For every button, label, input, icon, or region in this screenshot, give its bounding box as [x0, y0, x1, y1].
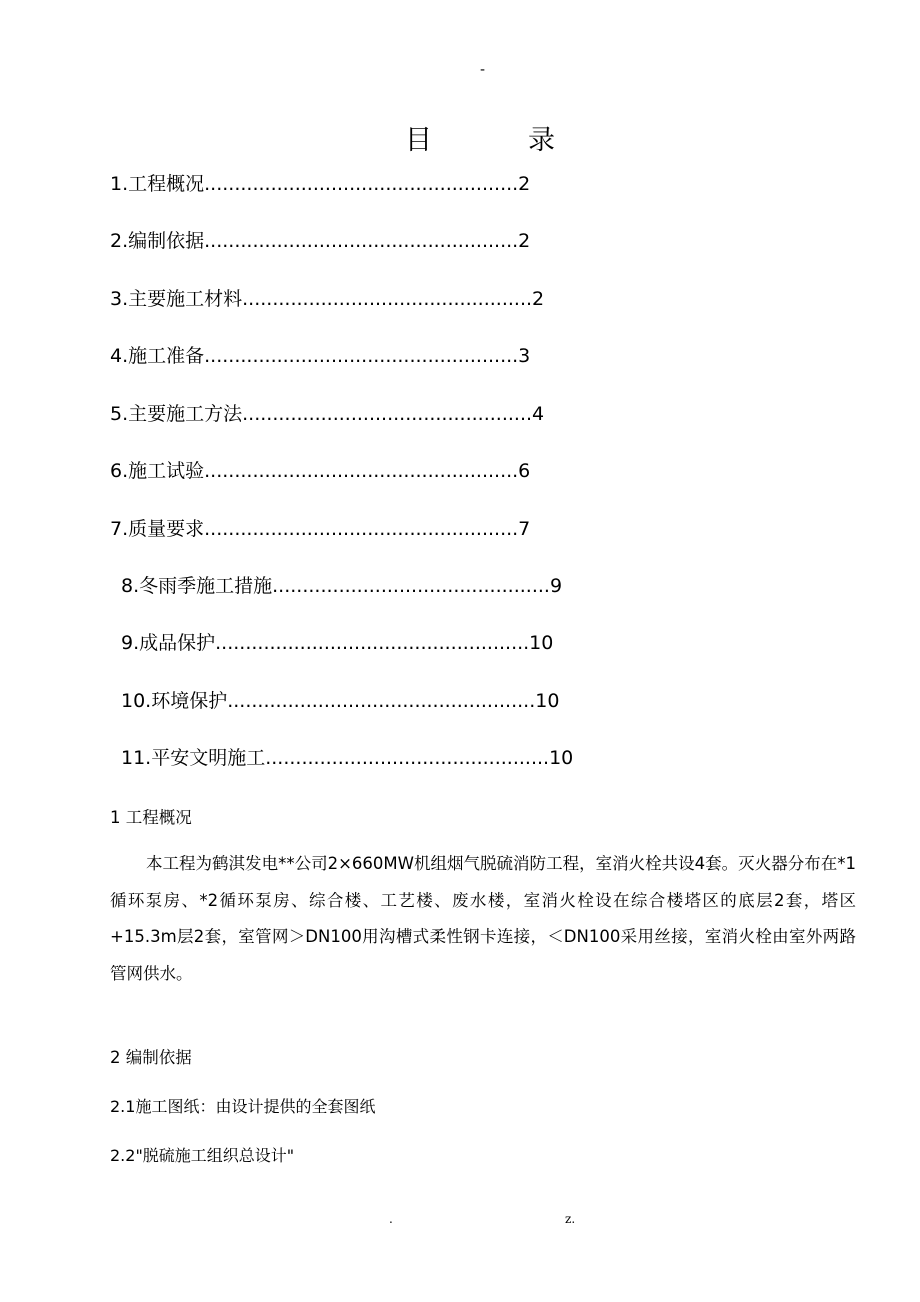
footer-left-mark: .	[389, 1212, 393, 1226]
toc-entry-9[interactable]: 9.成品保护....................................................10	[121, 632, 554, 654]
toc-entry-8[interactable]: 8.冬雨季施工措施..............................................9	[121, 575, 563, 597]
toc-entry-4[interactable]: 4.施工准备....................................................3	[110, 345, 531, 367]
footer-right-mark: z.	[565, 1212, 576, 1226]
toc-title-char-2: 录	[528, 125, 555, 156]
section-2-item-1: 2.1施工图纸：由设计提供的全套图纸	[110, 1097, 376, 1116]
toc-title-char-1: 目	[405, 125, 432, 156]
toc-entry-6[interactable]: 6.施工试验....................................................6	[110, 460, 531, 482]
toc-title	[405, 118, 555, 157]
toc-entry-7[interactable]: 7.质量要求....................................................7	[110, 518, 531, 540]
toc-entry-1[interactable]: 1.工程概况....................................................2	[110, 173, 531, 195]
section-2-item-2: 2.2"脱硫施工组织总设计"	[110, 1146, 295, 1165]
header-mark: -	[480, 62, 486, 78]
toc-entry-11[interactable]: 11.平安文明施工...............................................10	[121, 747, 574, 769]
toc-entry-10[interactable]: 10.环境保护...................................................10	[121, 690, 560, 712]
section-1-paragraph: 本工程为鹤淇发电**公司2×660MW机组烟气脱硫消防工程，室消火栓共设4套。灭火器分布在*1循环泵房、*2循环泵房、综合楼、工艺楼、废水楼，室消火栓设在综合楼塔区的底层2套，塔区+15.3m层2套，室管网＞DN100用沟槽式柔性钢卡连接，＜DN100采用丝接，室消火栓由室外两路管网供水。	[110, 854, 856, 983]
section-2-heading: 2 编制依据	[110, 1048, 192, 1067]
toc-entry-2[interactable]: 2.编制依据....................................................2	[110, 230, 531, 252]
section-1-heading: 1 工程概况	[110, 808, 192, 827]
toc-entry-3[interactable]: 3.主要施工材料................................................2	[110, 288, 545, 310]
toc-entry-5[interactable]: 5.主要施工方法................................................4	[110, 403, 545, 425]
